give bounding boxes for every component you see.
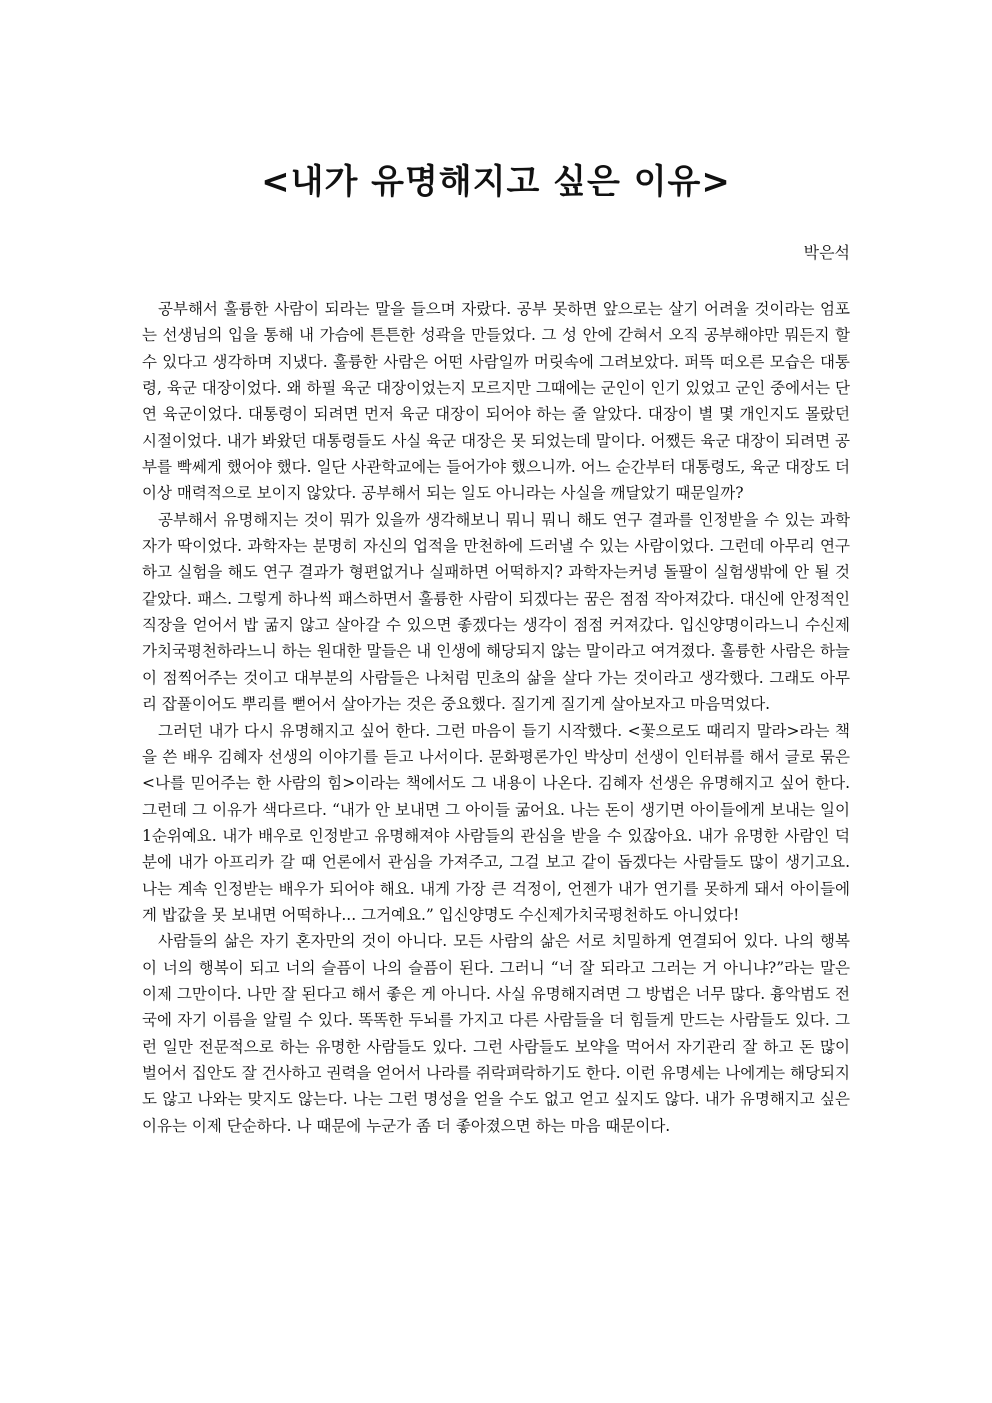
paragraph: 공부해서 유명해지는 것이 뭐가 있을까 생각해보니 뭐니 뭐니 해도 연구 결과를 인정받을 수 있는 과학자가 딱이었다. 과학자는 분명히 자신의 업적을 만천하에 드러낼 수 있는 사람이었다. 그런데 아무리 연구하고 실험을 해도 연구 결과가 형편없거나 실패하면 어떡하지? 과학자는커녕 돌팔이 실험생밖에 안 될 것 같았다. 패스. 그렇게 하나씩 패스하면서 훌륭한 사람이 되겠다는 꿈은 점점 작아져갔다. 대신에 안정적인 직장을 얻어서 밥 굶지 않고 살아갈 수 있으면 좋겠다는 생각이 점점 커져갔다. 입신양명이라느니 수신제가치국평천하라느니 하는 원대한 말들은 내 인생에 해당되지 않는 말이라고 여겨졌다. 훌륭한 사람은 하늘이 점찍어주는 것이고 대부분의 사람들은 나처럼 민초의 삶을 살다 가는 것이라고 생각했다. 그래도 아무리 잡풀이어도 뿌리를 뻗어서 살아가는 것은 중요했다. 질기게 질기게 살아보자고 마음먹었다. bbox=[142, 510, 850, 714]
paragraph: 사람들의 삶은 자기 혼자만의 것이 아니다. 모든 사람의 삶은 서로 치밀하게 연결되어 있다. 나의 행복이 너의 행복이 되고 너의 슬픔이 나의 슬픔이 된다. 그러니 “너 잘 되라고 그러는 거 아니냐?”라는 말은 이제 그만이다. 나만 잘 된다고 해서 좋은 게 아니다. 사실 유명해지려면 그 방법은 너무 많다. 흉악범도 전국에 자기 이름을 알릴 수 있다. 똑똑한 두뇌를 가지고 다른 사람들을 더 힘들게 만드는 사람들도 있다. 그런 일만 전문적으로 하는 유명한 사람들도 있다. 그런 사람들도 보약을 먹어서 자기관리 잘 하고 돈 많이 벌어서 집안도 잘 건사하고 권력을 얻어서 나라를 쥐락펴락하기도 한다. 이런 유명세는 나에게는 해당되지도 않고 나와는 맞지도 않는다. 나는 그런 명성을 얻을 수도 없고 얻고 싶지도 않다. 내가 유명해지고 싶은 이유는 이제 단순하다. 나 때문에 누군가 좀 더 좋아졌으면 하는 마음 때문이다. bbox=[142, 932, 850, 1135]
author-name: 박은석 bbox=[803, 243, 850, 262]
paragraph: 공부해서 훌륭한 사람이 되라는 말을 들으며 자랐다. 공부 못하면 앞으로는 살기 어려울 것이라는 엄포는 선생님의 입을 통해 내 가슴에 튼튼한 성곽을 만들었다. 그 성 안에 갇혀서 오직 공부해야만 뭐든지 할 수 있다고 생각하며 지냈다. 훌륭한 사람은 어떤 사람일까 머릿속에 그려보았다. 퍼뜩 떠오른 모습은 대통령, 육군 대장이었다. 왜 하필 육군 대장이었는지 모르지만 그때에는 군인이 인기 있었고 군인 중에서는 단연 육군이었다. 대통령이 되려면 먼저 육군 대장이 되어야 하는 줄 알았다. 대장이 별 몇 개인지도 몰랐던 시절이었다. 내가 봐왔던 대통령들도 사실 육군 대장은 못 되었는데 말이다. 어쨌든 육군 대장이 되려면 공부를 빡쎄게 했어야 했다. 일단 사관학교에는 들어가야 했으니까. 어느 순간부터 대통령도, 육군 대장도 더 이상 매력적으로 보이지 않았다. 공부해서 되는 일도 아니라는 사실을 깨달았기 때문일까? bbox=[142, 300, 850, 503]
document-title: <내가 유명해지고 싶은 이유> bbox=[261, 162, 731, 202]
essay-body bbox=[142, 296, 850, 1139]
paragraph: 그러던 내가 다시 유명해지고 싶어 한다. 그런 마음이 들기 시작했다. <꽃으로도 때리지 말라>라는 책을 쓴 배우 김혜자 선생의 이야기를 듣고 나서이다. 문화평론가인 박상미 선생이 인터뷰를 해서 글로 묶은 <나를 믿어주는 한 사람의 힘>이라는 책에서도 그 내용이 나온다. 김혜자 선생은 유명해지고 싶어 한다. 그런데 그 이유가 색다르다. “내가 안 보내면 그 아이들 굶어요. 나는 돈이 생기면 아이들에게 보내는 일이 1순위예요. 내가 배우로 인정받고 유명해져야 사람들의 관심을 받을 수 있잖아요. 내가 유명한 사람인 덕분에 내가 아프리카 갈 때 언론에서 관심을 가져주고, 그걸 보고 같이 돕겠다는 사람들도 많이 생기고요. 나는 계속 인정받는 배우가 되어야 해요. 내게 가장 큰 걱정이, 언젠가 내가 연기를 못하게 돼서 아이들에게 밥값을 못 보내면 어떡하나... 그거예요.” 입신양명도 수신제가치국평천하도 아니었다! bbox=[142, 721, 850, 924]
